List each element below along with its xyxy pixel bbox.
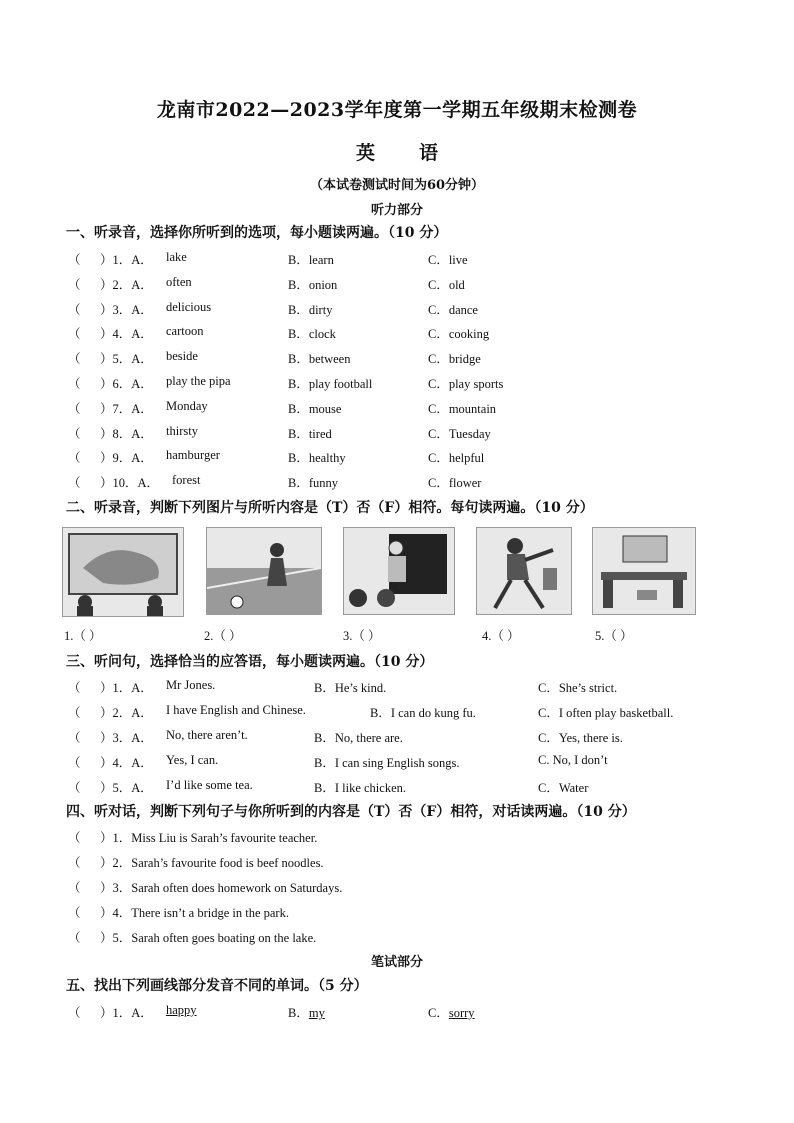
option-b: B．play football xyxy=(288,377,373,391)
section3-question xyxy=(66,753,746,773)
question-number: ）5．A． xyxy=(100,781,153,795)
section4-statement xyxy=(66,903,746,923)
answer-paren-open[interactable]: （ xyxy=(68,327,81,342)
question-number: ）1．A． xyxy=(100,1006,153,1020)
option-c: C. No, I don’t xyxy=(538,753,608,767)
section1-question xyxy=(66,300,746,320)
question-number: ）4．A． xyxy=(100,756,153,770)
question-number: ）10．A． xyxy=(100,476,160,491)
answer-paren-open[interactable]: （ xyxy=(68,906,81,920)
option-b-prefix: B． xyxy=(288,1006,309,1020)
option-b: B．I can do kung fu. xyxy=(370,706,476,720)
option-a xyxy=(166,1003,197,1018)
option-c xyxy=(428,1003,475,1021)
option-b: B．tired xyxy=(288,426,332,441)
statement-text: ）1．Miss Liu is Sarah’s favourite teacher. xyxy=(100,831,318,845)
statement-text: ）5．Sarah often goes boating on the lake. xyxy=(100,931,317,945)
picture-2-football xyxy=(206,527,322,615)
answer-paren-open[interactable]: （ xyxy=(68,931,81,945)
section4-statement xyxy=(66,928,746,948)
option-c: C．Tuesday xyxy=(428,426,491,441)
option-a: lake xyxy=(166,250,187,264)
answer-paren-open[interactable]: （ xyxy=(68,681,81,695)
picture-5-answer[interactable]: 5.（ ） xyxy=(595,629,633,643)
question-number: ）5．A． xyxy=(100,352,153,367)
option-a: cartoon xyxy=(166,324,204,339)
section1-question xyxy=(66,275,746,295)
option-b: B．funny xyxy=(288,476,339,491)
section2-pictures xyxy=(62,527,702,619)
picture-3-piano xyxy=(343,527,455,615)
section3-question xyxy=(66,728,746,748)
section1-question xyxy=(66,448,746,468)
option-c: C．helpful xyxy=(428,451,485,466)
answer-paren-open[interactable]: （ xyxy=(68,731,81,745)
section4-statement xyxy=(66,853,746,873)
section2-answer-row xyxy=(62,626,702,646)
option-a: hamburger xyxy=(166,448,220,463)
answer-paren-open[interactable]: （ xyxy=(68,352,81,367)
option-b: B．I can sing English songs. xyxy=(314,756,460,770)
answer-paren-open[interactable]: （ xyxy=(68,881,81,895)
option-a: forest xyxy=(172,473,201,488)
section1-heading: 一、听录音，选择你所听到的选项，每小题读两遍。（10 分） xyxy=(66,225,448,241)
option-b: B．between xyxy=(288,352,351,367)
option-c: C．play sports xyxy=(428,377,504,391)
option-a: thirsty xyxy=(166,423,198,438)
answer-paren-open[interactable]: （ xyxy=(68,302,81,317)
section3-question xyxy=(66,778,746,798)
question-number: ）7．A． xyxy=(100,401,153,416)
section1-question xyxy=(66,424,746,444)
picture-4-answer[interactable]: 4.（ ） xyxy=(482,629,520,643)
option-c: C．mountain xyxy=(428,401,497,416)
answer-paren-open[interactable]: （ xyxy=(68,253,81,267)
section1-question xyxy=(66,473,746,493)
option-c: C．cooking xyxy=(428,327,490,342)
picture-4-kung-fu xyxy=(476,527,572,615)
option-b: B．No, there are. xyxy=(314,731,403,745)
option-c: C．She’s strict. xyxy=(538,681,618,695)
picture-2-answer[interactable]: 2.（ ） xyxy=(204,629,242,643)
option-a: Yes, I can. xyxy=(166,753,219,767)
option-a: often xyxy=(166,274,192,289)
option-b: B．learn xyxy=(288,253,334,267)
answer-paren-open[interactable]: （ xyxy=(68,426,81,441)
section4-statement xyxy=(66,878,746,898)
option-b: B．healthy xyxy=(288,451,346,466)
section1-question xyxy=(66,324,746,344)
option-a: Monday xyxy=(166,398,208,413)
statement-text: ）4．There isn’t a bridge in the park. xyxy=(100,906,289,920)
section1-question xyxy=(66,399,746,419)
exam-title: 龙南市2022—2023学年度第一学期五年级期末检测卷 xyxy=(156,99,638,121)
section2-heading: 二、听录音，判断下列图片与所听内容是（T）否（F）相符。每句读两遍。（10 分） xyxy=(66,500,594,516)
question-number: ）2．A． xyxy=(100,277,153,292)
option-c: C．Yes, there is. xyxy=(538,731,623,745)
option-a: I have English and Chinese. xyxy=(166,703,306,717)
question-number: ）1．A． xyxy=(100,253,153,267)
section3-heading: 三、听问句，选择恰当的应答语，每小题读两遍。（10 分） xyxy=(66,654,434,670)
answer-paren-open[interactable]: （ xyxy=(68,831,81,845)
answer-paren-open[interactable]: （ xyxy=(68,451,81,466)
option-c: C．flower xyxy=(428,476,482,491)
answer-paren-open[interactable]: （ xyxy=(68,856,81,870)
option-b: B．clock xyxy=(288,327,336,342)
option-b: B．I like chicken. xyxy=(314,781,406,795)
answer-paren-open[interactable]: （ xyxy=(68,476,81,491)
section5-question-1 xyxy=(66,1003,746,1023)
answer-paren-open[interactable]: （ xyxy=(68,1006,81,1020)
option-c-text: sorry xyxy=(448,1006,475,1020)
option-c: C．I often play basketball. xyxy=(538,706,674,720)
option-a: beside xyxy=(166,349,198,364)
option-b-text: my xyxy=(308,1006,325,1020)
answer-paren-open[interactable]: （ xyxy=(68,781,81,795)
section1-question xyxy=(66,250,746,270)
option-a: delicious xyxy=(166,299,212,314)
answer-paren-open[interactable]: （ xyxy=(68,277,81,292)
option-b: B．He’s kind. xyxy=(314,681,387,695)
answer-paren-open[interactable]: （ xyxy=(68,377,81,391)
option-a: play the pipa xyxy=(166,374,231,388)
listening-part-heading: 听力部分 xyxy=(370,203,423,218)
section5-heading: 五、找出下列画线部分发音不同的单词。（5 分） xyxy=(66,978,368,994)
statement-text: ）3．Sarah often does homework on Saturdays. xyxy=(100,881,343,895)
time-note: （本试卷测试时间为60分钟） xyxy=(309,178,485,193)
picture-5-desk xyxy=(592,527,696,615)
question-number: ）1．A． xyxy=(100,681,153,695)
picture-1-answer[interactable]: 1.（ ） xyxy=(64,629,102,643)
option-b: B．dirty xyxy=(288,302,333,317)
subject-char-1: 英 xyxy=(355,142,375,164)
answer-paren-open[interactable]: （ xyxy=(68,401,81,416)
question-number: ）8．A． xyxy=(100,426,153,441)
option-b: B．onion xyxy=(288,277,338,292)
writing-part-heading: 笔试部分 xyxy=(370,955,423,970)
option-a: No, there aren’t. xyxy=(166,728,248,742)
subject-char-2: 语 xyxy=(419,142,439,164)
section3-question xyxy=(66,678,746,698)
subject-title xyxy=(0,138,794,165)
section4-statement xyxy=(66,828,746,848)
option-c: C．live xyxy=(428,253,468,267)
question-number: ）6．A． xyxy=(100,377,153,391)
option-b: B．mouse xyxy=(288,401,342,416)
picture-3-answer[interactable]: 3.（ ） xyxy=(343,629,381,643)
section1-question xyxy=(66,374,746,394)
option-c-prefix: C． xyxy=(428,1006,449,1020)
option-c: C．old xyxy=(428,277,465,292)
question-number: ）2．A． xyxy=(100,706,153,720)
answer-paren-open[interactable]: （ xyxy=(68,706,81,720)
section4-heading: 四、听对话，判断下列句子与你所听到的内容是（T）否（F）相符，对话读两遍。（10 分） xyxy=(66,804,636,820)
answer-paren-open[interactable]: （ xyxy=(68,756,81,770)
option-a: I’d like some tea. xyxy=(166,778,253,792)
question-number: ）3．A． xyxy=(100,731,153,745)
option-c: C．bridge xyxy=(428,352,481,367)
question-number: ）9．A． xyxy=(100,451,153,466)
option-c: C．dance xyxy=(428,302,478,317)
option-a: Mr Jones. xyxy=(166,678,216,692)
question-number: ）4．A． xyxy=(100,327,153,342)
option-b xyxy=(288,1003,325,1021)
statement-text: ）2．Sarah’s favourite food is beef noodles. xyxy=(100,856,324,870)
question-number: ）3．A． xyxy=(100,302,153,317)
option-a-text: happy xyxy=(166,1003,197,1017)
section3-question xyxy=(66,703,746,723)
picture-1-classroom-drawing xyxy=(62,527,184,617)
section1-question xyxy=(66,349,746,369)
option-c: C．Water xyxy=(538,781,589,795)
